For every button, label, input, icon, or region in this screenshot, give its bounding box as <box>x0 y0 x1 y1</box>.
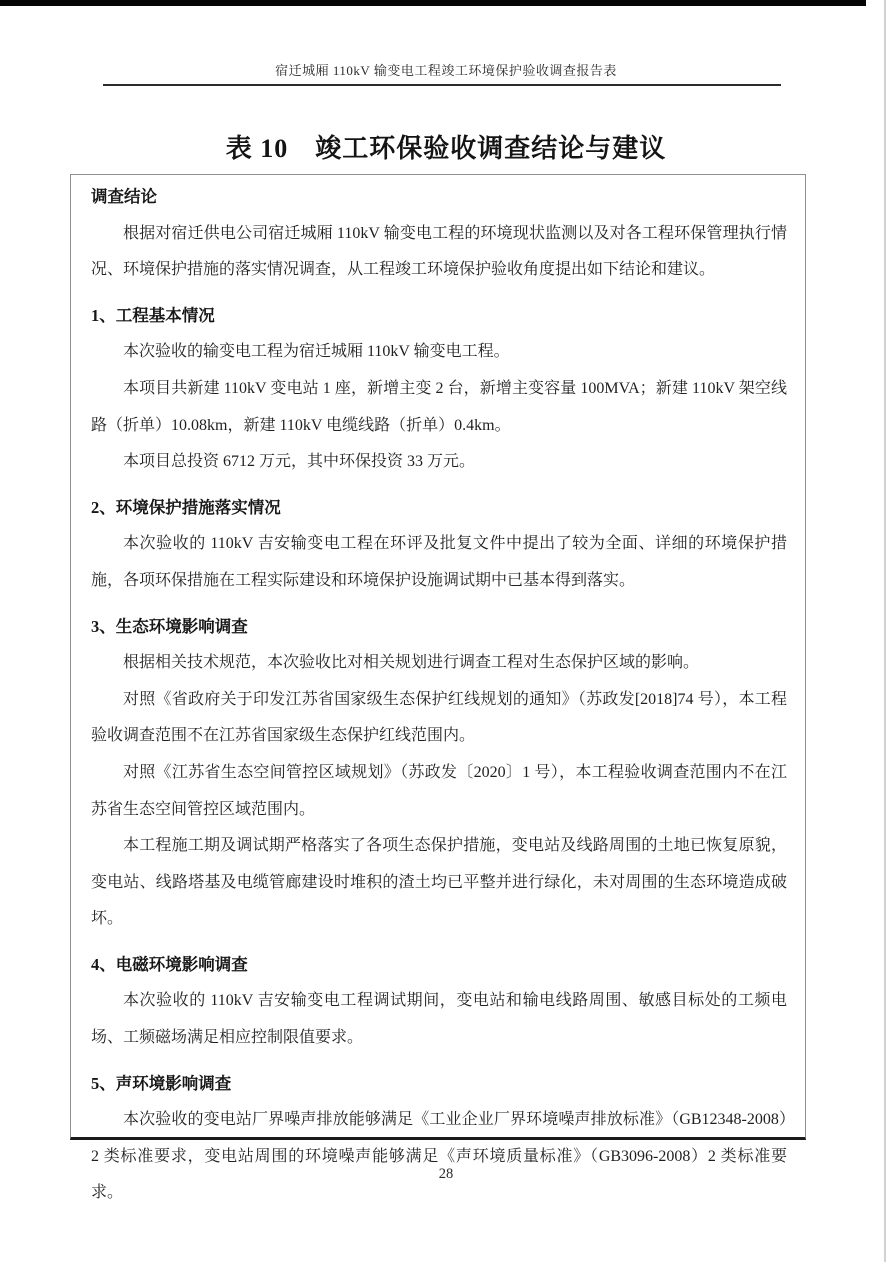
section-2-heading: 2、环境保护措施落实情况 <box>91 497 281 517</box>
section-1-paragraph: 本项目总投资 6712 万元，其中环保投资 33 万元。 <box>123 453 476 471</box>
scan-artifact-top-bar <box>0 0 866 6</box>
page-number: 28 <box>438 1166 454 1182</box>
header-divider-rule <box>103 84 781 86</box>
section-4-heading: 4、电磁环境影响调查 <box>91 954 248 974</box>
intro-paragraph: 根据对宿迁供电公司宿迁城厢 110kV 输变电工程的环境现状监测以及对各工程环保管理执行情况、环境保护措施的落实情况调查，从工程竣工环境保护验收角度提出如下结论和建议。 <box>91 224 787 279</box>
section-5-heading: 5、声环境影响调查 <box>91 1073 232 1093</box>
section-3-paragraph: 根据相关技术规范，本次验收比对相关规划进行调查工程对生态保护区域的影响。 <box>123 654 700 672</box>
section-1-paragraph: 本次验收的输变电工程为宿迁城厢 110kV 输变电工程。 <box>123 343 510 361</box>
survey-conclusion-heading: 调查结论 <box>91 187 157 206</box>
document-header: 宿迁城厢 110kV 输变电工程竣工环境保护验收调查报告表 <box>275 63 617 78</box>
section-3-paragraph: 本工程施工期及调试期严格落实了各项生态保护措施，变电站及线路周围的土地已恢复原貌，变电站、线路塔基及电缆管廊建设时堆积的渣土均已平整并进行绿化，未对周围的生态环境造成破坏。 <box>91 837 787 928</box>
section-5-paragraph: 本次验收的变电站厂界噪声排放能够满足《工业企业厂界环境噪声排放标准》（GB12348-2008）2 类标准要求，变电站周围的环境噪声能够满足《声环境质量标准》（GB3096-2008）2 类标准要求。 <box>91 1111 787 1202</box>
section-1-heading: 1、工程基本情况 <box>91 305 215 325</box>
section-4-paragraph: 本次验收的 110kV 吉安输变电工程调试期间，变电站和输电线路周围、敏感目标处的工频电场、工频磁场满足相应控制限值要求。 <box>91 992 787 1047</box>
table-title: 表 10 竣工环保验收调查结论与建议 <box>225 134 667 163</box>
section-3-heading: 3、生态环境影响调查 <box>91 616 248 636</box>
section-1-paragraph: 本项目共新建 110kV 变电站 1 座，新增主变 2 台，新增主变容量 100MVA；新建 110kV 架空线路（折单）10.08km，新建 110kV 电缆线路（折单）0.4km。 <box>91 379 787 434</box>
scan-artifact-page-edge <box>884 0 886 1262</box>
section-2-paragraph: 本次验收的 110kV 吉安输变电工程在环评及批复文件中提出了较为全面、详细的环境保护措施，各项环保措施在工程实际建设和环境保护设施调试期中已基本得到落实。 <box>91 535 787 589</box>
section-3-paragraph: 对照《江苏省生态空间管控区域规划》（苏政发〔2020〕1 号），本工程验收调查范围内不在江苏省生态空间管控区域范围内。 <box>91 763 787 818</box>
section-3-paragraph: 对照《省政府关于印发江苏省国家级生态保护红线规划的通知》（苏政发[2018]74 号），本工程验收调查范围不在江苏省国家级生态保护红线范围内。 <box>91 690 787 745</box>
